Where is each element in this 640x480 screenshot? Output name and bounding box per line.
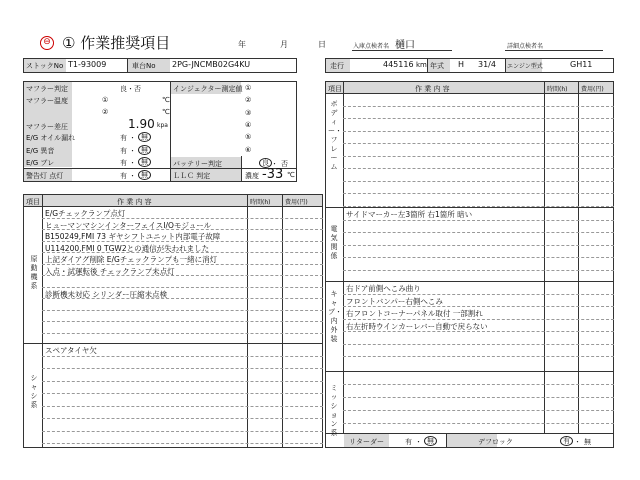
- muffler-diff-label: マフラー差圧: [26, 123, 68, 131]
- work-row-text: 右フロントコーナーパネル取付 一部割れ: [346, 309, 483, 318]
- diff-lock-yes: 有: [560, 436, 573, 446]
- cab-section-label: キャブ・内外装: [328, 290, 342, 343]
- injector-1: ①: [245, 84, 252, 92]
- muffler-temp-1-unit: ℃: [162, 96, 170, 104]
- muffler-judge-value: 良・否: [120, 85, 141, 93]
- eg-noise-label: E/G 異音: [26, 147, 55, 155]
- injector-4: ④: [245, 121, 252, 129]
- right-col-cost: 費用(円): [581, 86, 604, 93]
- llc-value: -33: [262, 167, 284, 182]
- engine-section-label: 原動機系: [30, 255, 38, 290]
- work-row-text: 右ドア前側へこみ曲り: [346, 284, 421, 293]
- llc-unit: ℃: [287, 171, 295, 179]
- eg-oil-leak-yes: 有: [120, 134, 127, 142]
- page-title: ① 作業推奨項目: [62, 34, 171, 52]
- model-year-label: 年式: [430, 62, 444, 70]
- work-row-text: サイドマーカー左3箇所 右1箇所 暗い: [346, 210, 473, 219]
- injector-3: ③: [245, 109, 252, 117]
- left-col-work: 作 業 内 容: [117, 198, 152, 206]
- injector-2: ②: [245, 96, 252, 104]
- muffler-diff-unit: kpa: [157, 122, 168, 129]
- mileage-unit: km: [416, 61, 427, 69]
- battery-label: バッテリー判定: [173, 160, 222, 168]
- retarder-label: リターダー: [349, 438, 384, 446]
- chassis-section-label: シャシ系: [30, 374, 38, 409]
- right-col-hours: 時間(h): [547, 86, 568, 93]
- engine-type-value: GH11: [570, 60, 593, 69]
- right-work-table: [325, 81, 614, 448]
- right-col-item: 項目: [328, 85, 342, 93]
- muffler-temp-2: ②: [102, 108, 109, 116]
- logo-icon: ⊖: [40, 36, 54, 50]
- llc-label: ＬＬＣ 判定: [173, 172, 211, 180]
- llc-conc-label: 濃度: [245, 172, 259, 180]
- work-row-text: 右左折時ウインカーレバー自動で戻らない: [346, 321, 488, 331]
- eg-shake-no: 無: [138, 157, 151, 167]
- intake-inspector-label: 入庫点検者名: [353, 43, 390, 50]
- left-col-cost: 費用(円): [285, 199, 308, 206]
- retarder-yes: 有: [405, 438, 412, 446]
- right-col-work: 作 業 内 容: [415, 85, 450, 93]
- muffler-judge-label: マフラー判定: [26, 85, 68, 93]
- mileage-value: 445116: [383, 60, 414, 69]
- work-row-text: U114200,FMI 0 TGW2との通信が失われました: [45, 243, 210, 253]
- muffler-temp-label: マフラー温度: [26, 97, 68, 105]
- eg-noise-yes: 有: [120, 147, 127, 155]
- detail-inspector-label: 詳細点検者名: [507, 43, 544, 50]
- body-section-label: ボディー・フレーム: [328, 100, 342, 171]
- left-col-hours: 時間(h): [250, 199, 271, 206]
- injector-5: ⑤: [245, 133, 252, 141]
- work-row-text: 入点・試運転後 チェックランプ未点灯: [45, 266, 175, 276]
- date-month-label: 月: [280, 40, 288, 49]
- muffler-temp-1: ①: [102, 96, 109, 104]
- work-row-text: 上記ダイアグ削除 E/Gチェックランプも一緒に消灯: [45, 255, 218, 264]
- mileage-label: 走行: [330, 62, 344, 70]
- eg-shake-label: E/G ブレ: [26, 159, 55, 167]
- retarder-no: 無: [424, 436, 437, 446]
- stock-no-value: T1-93009: [68, 60, 107, 69]
- left-col-item: 項目: [26, 198, 40, 206]
- battery-good: 良: [259, 158, 272, 168]
- work-row-text: B150249,FMI 73 ギヤシフトユニット内部電子故障: [45, 232, 221, 241]
- intake-inspector-value: 樋口: [395, 40, 415, 51]
- muffler-temp-2-unit: ℃: [162, 108, 170, 116]
- muffler-diff-value: 1.90: [128, 117, 155, 131]
- warning-lamp-yes: 有: [120, 172, 127, 180]
- eg-oil-leak-label: E/G オイル漏れ: [26, 134, 76, 142]
- eg-oil-leak-no: 無: [138, 132, 151, 142]
- battery-bad: 否: [281, 160, 288, 168]
- stock-no-label: ストックNo: [26, 62, 64, 70]
- date-year-label: 年: [238, 40, 246, 49]
- mission-section-label: ミッション系: [330, 384, 338, 437]
- warning-lamp-no: 無: [138, 170, 151, 180]
- eg-noise-no: 無: [138, 145, 151, 155]
- date-day-label: 日: [318, 40, 326, 49]
- chassis-no-value: 2PG-JNCMB02G4KU: [172, 60, 251, 69]
- injector-6: ⑥: [245, 146, 252, 154]
- work-row-text: E/Gチェックランプ点灯: [45, 209, 126, 218]
- diff-lock-no: 無: [584, 438, 591, 446]
- chassis-no-label: 車台No: [132, 62, 156, 70]
- work-row-text: スペアタイヤ欠: [45, 346, 97, 355]
- eg-shake-yes: 有: [120, 159, 127, 167]
- engine-type-label: エンジン型式: [507, 63, 543, 70]
- model-year-era: H: [458, 60, 465, 69]
- model-year-value: 31/4: [478, 60, 496, 69]
- electrical-section-label: 電気関係: [330, 225, 338, 260]
- work-row-text: 診断機未対応 シリンダー圧縮未点検: [45, 289, 168, 299]
- work-row-text: ヒューマンマシンインターフェイスI/Oモジュール: [45, 220, 212, 230]
- work-row-text: フロントバンパー右側へこみ: [346, 296, 443, 306]
- diff-lock-label: デフロック: [478, 438, 513, 446]
- injector-label: インジェクター測定値: [173, 85, 243, 93]
- warning-lamp-label: 警告灯 点灯: [26, 172, 64, 180]
